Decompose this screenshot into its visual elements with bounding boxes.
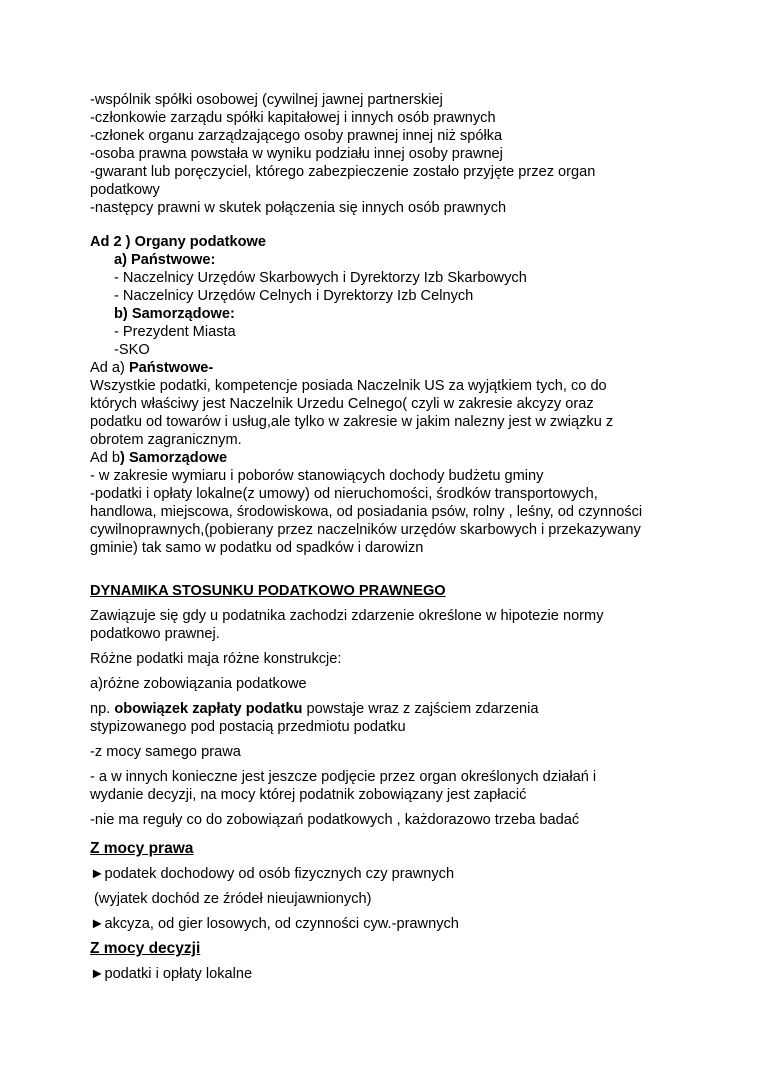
list-item: - Prezydent Miasta (114, 324, 236, 340)
bullet-text: podatki i opłaty lokalne (104, 966, 253, 982)
z-mocy-decyzji-section (90, 940, 650, 983)
list-item: -wspólnik spółki osobowej (cywilnej jawnej partnerskiej (90, 92, 443, 108)
ad-a-bold: Państwowe- (128, 360, 214, 376)
list-item: podatkowy (90, 182, 160, 198)
triangle-bullet-icon: ► (90, 916, 105, 932)
triangle-bullet-icon: ► (90, 866, 105, 882)
section-heading: DYNAMIKA STOSUNKU PODATKOWO PRAWNEGO (90, 583, 446, 599)
list-item: - Naczelnicy Urzędów Skarbowych i Dyrektorzy Izb Skarbowych (114, 270, 527, 286)
z-mocy-prawa-section (90, 840, 650, 933)
triangle-bullet-icon: ► (90, 966, 105, 982)
paragraph: - a w innych konieczne jest jeszcze podjęcie przez organ określonych działań i wydanie decyzji, na mocy której podatnik zobowiązany jest zapłacić (90, 769, 597, 803)
paragraph: Zawiązuje się gdy u podatnika zachodzi zdarzenie określone w hipotezie normy podatkowo prawnej. (90, 608, 604, 642)
paragraph: Różne podatki maja różne konstrukcje: (90, 651, 342, 667)
section-heading: Z mocy prawa (90, 840, 194, 857)
p4-prefix: np. (90, 701, 115, 717)
paragraph: -nie ma reguły co do zobowiązań podatkowych , każdorazowo trzeba badać (90, 812, 580, 828)
ad-b-paragraph: -podatki i opłaty lokalne(z umowy) od nieruchomości, środków transportowych, handlowa, miejscowa, środowiskowa, od posiadania psów, rolny , leśny, od czynności cywilnoprawnych,(pobierany przez naczelników urzędów skarbowych i przekazywany gminie) tak samo w podatku od spadków i darowizn (90, 486, 643, 556)
paragraph: a)różne zobowiązania podatkowe (90, 676, 307, 692)
paragraph: -z mocy samego prawa (90, 744, 241, 760)
subheading-samorzadowe: b) Samorządowe: (114, 306, 235, 322)
list-item: -członek organu zarządzającego osoby prawnej innej niż spółka (90, 128, 503, 144)
ad-b-prefix: Ad b (90, 450, 121, 466)
list-item: -następcy prawni w skutek połączenia się innych osób prawnych (90, 200, 507, 216)
ad-a-prefix: Ad a) (90, 360, 129, 376)
bullet-note: (wyjatek dochód ze źródeł nieujawnionych) (90, 891, 372, 907)
list-item: -SKO (114, 342, 150, 358)
bullet-item (90, 965, 650, 983)
ad-b-heading (90, 449, 650, 467)
organy-section (90, 233, 650, 557)
section-heading: Ad 2 ) Organy podatkowe (90, 234, 266, 250)
list-item: -gwarant lub poręczyciel, którego zabezpieczenie zostało przyjęte przez organ (90, 164, 596, 180)
list-item: -osoba prawna powstała w wyniku podziału innej osoby prawnej (90, 146, 503, 162)
paragraph (90, 700, 630, 736)
liable-persons-list (90, 91, 595, 217)
dynamika-section (90, 582, 650, 829)
p4-bold: obowiązek zapłaty podatku (114, 701, 303, 717)
list-item: -członkowie zarządu spółki kapitałowej i innych osób prawnych (90, 110, 496, 126)
bullet-text: akcyza, od gier losowych, od czynności cyw.-prawnych (104, 916, 459, 932)
ad-a-paragraph: Wszystkie podatki, kompetencje posiada Naczelnik US za wyjątkiem tych, co do których właściwy jest Naczelnik Urzedu Celnego( czyli w zakresie akcyzy oraz podatku od towarów i usług,ale tylko w zakresie w jakim nalezny jest w związku z obrotem zagranicznym. (90, 378, 614, 448)
list-item: - Naczelnicy Urzędów Celnych i Dyrektorzy Izb Celnych (114, 288, 474, 304)
ad-a-heading (90, 359, 650, 377)
bullet-text: podatek dochodowy od osób fizycznych czy prawnych (104, 866, 455, 882)
subheading-panstwowe: a) Państwowe: (114, 252, 216, 268)
p4-rest: powstaje wraz z zajściem zdarzenia stypizowanego pod postacią przedmiotu podatku (90, 701, 539, 735)
ad-b-line: - w zakresie wymiaru i poborów stanowiących dochody budżetu gminy (90, 468, 544, 484)
section-heading: Z mocy decyzji (90, 940, 201, 957)
ad-b-bold: ) Samorządowe (120, 450, 228, 466)
bullet-item (90, 915, 650, 933)
bullet-item (90, 865, 650, 883)
